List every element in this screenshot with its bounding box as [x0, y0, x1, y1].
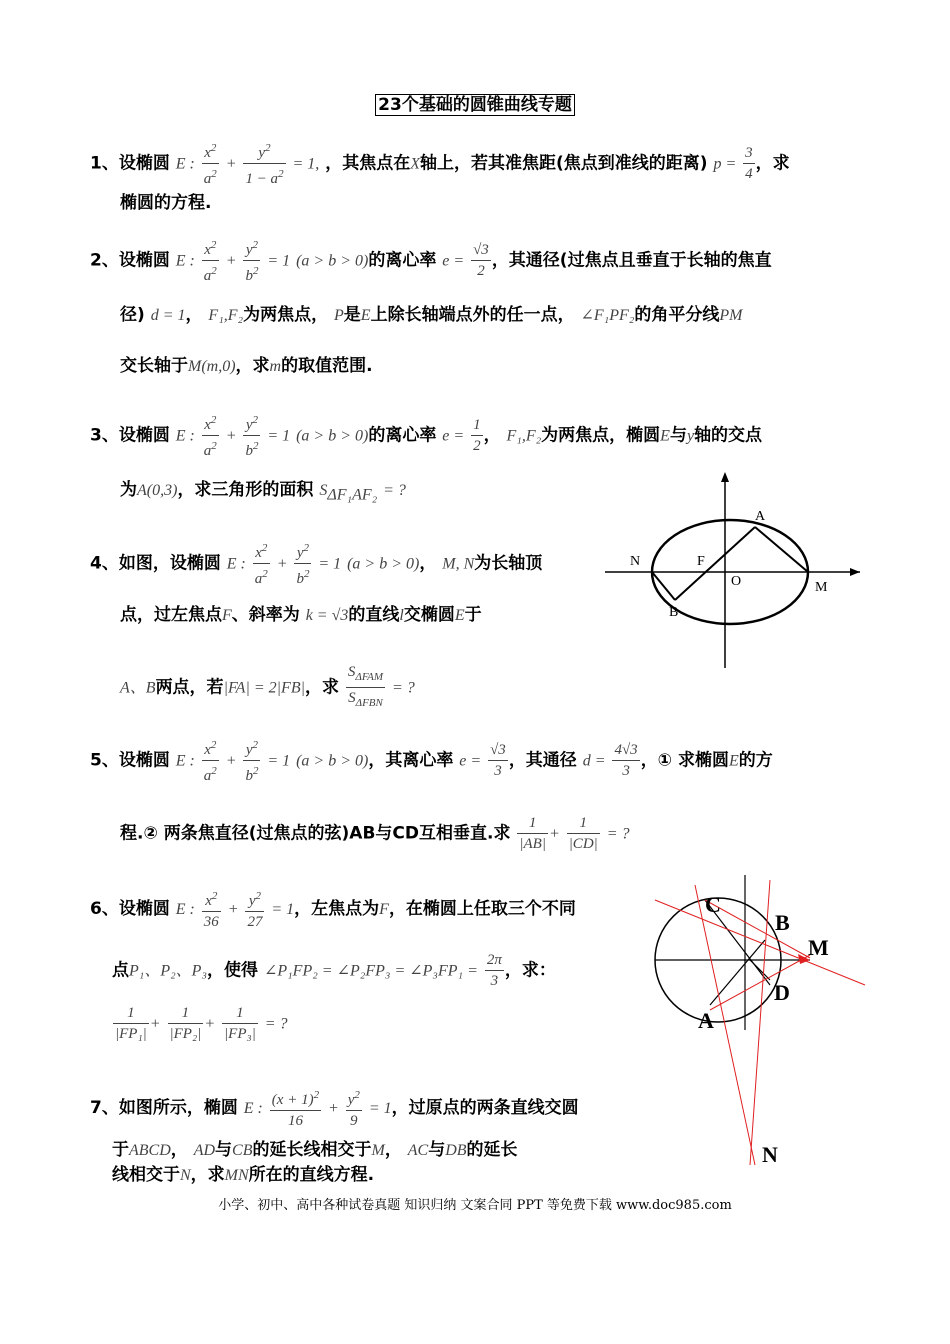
- label-C: C: [705, 892, 721, 917]
- red-line-5: [710, 955, 810, 1010]
- label-M: M: [815, 580, 828, 595]
- label-N: N: [630, 554, 641, 569]
- y-axis-arrow: [721, 472, 729, 482]
- figure-problem-7: [650, 870, 870, 1170]
- label-O: O: [731, 574, 742, 589]
- label-B: B: [669, 605, 679, 620]
- problem-6-line-1: 6、设椭圆 E : $\frac{x^2}{36}$ + $\frac{y^2}{27}$ = 1，左焦点为F，在椭圆上任取三个不同: [90, 886, 870, 932]
- problem-4-line-2: 点，过左焦点F、斜率为 k = √3的直线l交椭圆E于: [120, 605, 482, 625]
- problem-7-line-3: 线相交于N，求MN所在的直线方程.: [112, 1165, 375, 1185]
- problem-5-line-2: 程.② 两条焦直径(过焦点的弦)AB与CD互相垂直.求 $\frac{1}{|AB|}$ + $\frac{1}{|CD|}$ = ?: [120, 815, 630, 852]
- figure-problem-4: [605, 470, 865, 670]
- label-M: M: [808, 935, 829, 960]
- problem-5-line-1: 5、设椭圆 E : $\frac{x^2}{a^2}$ + $\frac{y^2}{b^2}$ = 1 (a > b > 0)，其离心率 e = $\frac{√3}{3}$ ，其通径 d = $\frac{4√3}{3}$ ，① 求椭圆E的方: [90, 735, 870, 786]
- problem-1-line-1: 1、设椭圆 E : $\frac{x^2}{a^2}$ + $\frac{y^2}{1 - a^2}$ = 1, ，其焦点在X轴上，若其准焦距(焦点到准线的距离) p = $\frac{3}{4}$ ，求: [90, 138, 870, 189]
- label-N: N: [762, 1142, 778, 1167]
- label-F: F: [697, 554, 705, 569]
- problem-2-line-3: 交长轴于M(m,0)，求m的取值范围.: [120, 356, 373, 376]
- problem-4-line-3: A、B两点，若|FA| = 2|FB|，求 $\frac{S_{\Delta FAM}}{S_{\Delta FBN}}$ = ?: [120, 664, 415, 709]
- problem-2-line-1: 2、设椭圆 E : $\frac{x^2}{a^2}$ + $\frac{y^2}{b^2}$ = 1 (a > b > 0)的离心率 e = $\frac{√3}{2}$ ，其通径(过焦点且垂直于长轴的焦直: [90, 235, 870, 286]
- focal-chord: [675, 527, 755, 600]
- problem-7-line-1: 7、如图所示，椭圆 E : $\frac{(x + 1)^2}{16}$ + $\frac{y^2}{9}$ = 1，过原点的两条直线交圆: [90, 1085, 870, 1131]
- problem-6-line-2: 点P₁、P₂、P₃，使得 ∠P₁FP₂ = ∠P₂FP₃ = ∠P₃FP₁ = $\frac{2\pi}{3}$ ，求：: [112, 952, 556, 989]
- problem-6-line-3: $\frac{1}{\text{|FP₁|}}$ + $\frac{1}{\text{|FP₂|}}$ + $\frac{1}{\text{|FP₃|}}$ = ?: [115, 1005, 288, 1042]
- problem-1-line-2: 椭圆的方程.: [120, 193, 212, 213]
- label-A: A: [698, 1008, 714, 1033]
- red-line-3: [750, 880, 770, 1165]
- label-A: A: [755, 509, 766, 524]
- problem-3-line-1: 3、设椭圆 E : $\frac{x^2}{a^2}$ + $\frac{y^2}{b^2}$ = 1 (a > b > 0)的离心率 e = $\frac{1}{2}$ ， F₁,F₂为两焦点，椭圆E与y轴的交点: [90, 410, 870, 461]
- footer-note: 小学、初中、高中各种试卷真题 知识归纳 文案合同 PPT 等免费下载 www.doc985.com: [218, 1198, 732, 1213]
- problem-2-line-2: 径) d = 1， F₁,F₂为两焦点， P是E上除长轴端点外的任一点， ∠F₁PF₂的角平分线PM: [120, 305, 743, 325]
- page-title: 23个基础的圆锥曲线专题: [0, 90, 950, 115]
- problem-4-line-1: 4、如图，设椭圆 E : $\frac{x^2}{a^2}$ + $\frac{y^2}{b^2}$ = 1 (a > b > 0)， M, N为长轴顶: [90, 538, 870, 589]
- problem-3-line-2: 为A(0,3)，求三角形的面积 $S_{\Delta F_1AF_2}$ = ?: [120, 480, 406, 504]
- label-B: B: [775, 910, 790, 935]
- label-D: D: [774, 980, 790, 1005]
- problem-7-line-2: 于ABCD， AD与CB的延长线相交于M， AC与DB的延长: [112, 1140, 518, 1160]
- x-axis-arrow: [850, 568, 860, 576]
